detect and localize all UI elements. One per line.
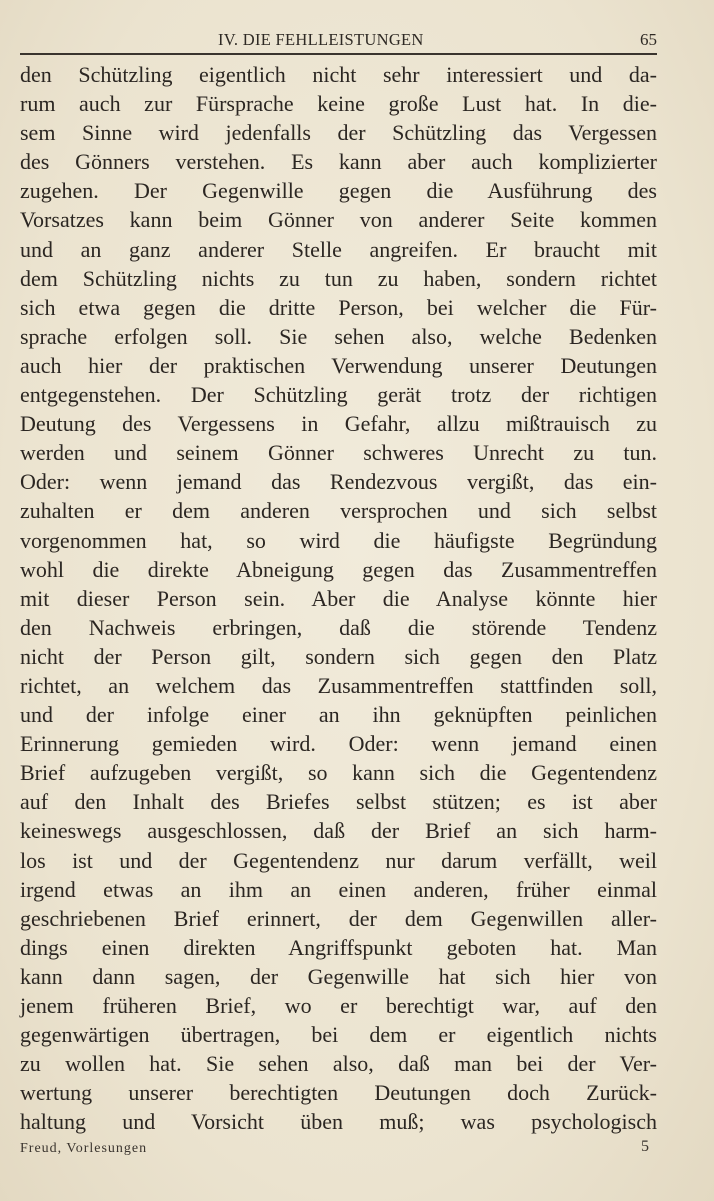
header-rule bbox=[20, 53, 657, 55]
body-text bbox=[20, 60, 657, 1136]
text-line: haltung und Vorsicht üben muß; was psychologisch bbox=[20, 1109, 657, 1135]
text-line: sich etwa gegen die dritte Person, bei welcher die Für- bbox=[20, 294, 657, 320]
text-line: Vorsatzes kann beim Gönner von anderer Seite kommen bbox=[20, 207, 657, 233]
text-line: los ist und der Gegentendenz nur darum verfällt, weil bbox=[20, 847, 657, 873]
text-line: kann dann sagen, der Gegenwille hat sich hier von bbox=[20, 963, 657, 989]
text-line: geschriebenen Brief erinnert, der dem Gegenwillen aller- bbox=[20, 905, 657, 931]
running-title: IV. DIE FEHLLEISTUNGEN bbox=[218, 30, 424, 49]
text-line: des Gönners verstehen. Es kann aber auch komplizierter bbox=[20, 149, 657, 175]
text-line: Brief aufzugeben vergißt, so kann sich die Gegentendenz bbox=[20, 760, 657, 786]
text-line: sprache erfolgen soll. Sie sehen also, welche Bedenken bbox=[20, 323, 657, 349]
text-line: entgegenstehen. Der Schützling gerät trotz der richtigen bbox=[20, 382, 657, 408]
text-line: Oder: wenn jemand das Rendezvous vergißt, das ein- bbox=[20, 469, 657, 495]
text-line: richtet, an welchem das Zusammentreffen stattfinden soll, bbox=[20, 672, 657, 698]
text-line: sem Sinne wird jedenfalls der Schützling das Vergessen bbox=[20, 120, 657, 146]
footer-title: Freud, Vorlesungen bbox=[20, 1141, 148, 1156]
text-line: den Schützling eigentlich nicht sehr interessiert und da- bbox=[20, 62, 657, 87]
text-line: wertung unserer berechtigten Deutungen doch Zurück- bbox=[20, 1080, 657, 1106]
text-line: irgend etwas an ihm an einen anderen, früher einmal bbox=[20, 876, 657, 902]
signature-mark: 5 bbox=[641, 1138, 649, 1155]
text-line: zu wollen hat. Sie sehen also, daß man bei der Ver- bbox=[20, 1051, 657, 1077]
text-line: und der infolge einer an ihn geknüpften peinlichen bbox=[20, 702, 657, 728]
text-line: den Nachweis erbringen, daß die störende Tendenz bbox=[20, 614, 657, 640]
text-line: Erinnerung gemieden wird. Oder: wenn jemand einen bbox=[20, 731, 657, 757]
page-footer bbox=[20, 1137, 657, 1159]
page-number: 65 bbox=[640, 30, 657, 49]
text-line: vorgenommen hat, so wird die häufigste Begründung bbox=[20, 527, 657, 553]
text-line: auch hier der praktischen Verwendung unserer Deutungen bbox=[20, 352, 657, 378]
text-line: werden und seinem Gönner schweres Unrecht zu tun. bbox=[20, 440, 657, 466]
text-line: gegenwärtigen übertragen, bei dem er eigentlich nichts bbox=[20, 1022, 657, 1048]
text-line: jenem früheren Brief, wo er berechtigt war, auf den bbox=[20, 993, 657, 1018]
text-line: und an ganz anderer Stelle angreifen. Er braucht mit bbox=[20, 236, 657, 262]
text-line: dem Schützling nichts zu tun zu haben, sondern richtet bbox=[20, 265, 657, 291]
text-line: mit dieser Person sein. Aber die Analyse könnte hier bbox=[20, 585, 657, 611]
text-line: rum auch zur Fürsprache keine große Lust hat. In die- bbox=[20, 91, 657, 117]
text-line: keineswegs ausgeschlossen, daß der Brief an sich harm- bbox=[20, 818, 657, 844]
text-line: auf den Inhalt des Briefes selbst stützen; es ist aber bbox=[20, 789, 657, 815]
text-line: wohl die direkte Abneigung gegen das Zusammentreffen bbox=[20, 556, 657, 582]
running-head bbox=[20, 28, 660, 52]
text-line: zugehen. Der Gegenwille gegen die Ausführung des bbox=[20, 178, 657, 204]
text-line: nicht der Person gilt, sondern sich gegen den Platz bbox=[20, 643, 657, 669]
text-line: zuhalten er dem anderen versprochen und sich selbst bbox=[20, 498, 657, 524]
text-line: dings einen direkten Angriffspunkt geboten hat. Man bbox=[20, 934, 657, 960]
text-line: Deutung des Vergessens in Gefahr, allzu mißtrauisch zu bbox=[20, 411, 657, 437]
